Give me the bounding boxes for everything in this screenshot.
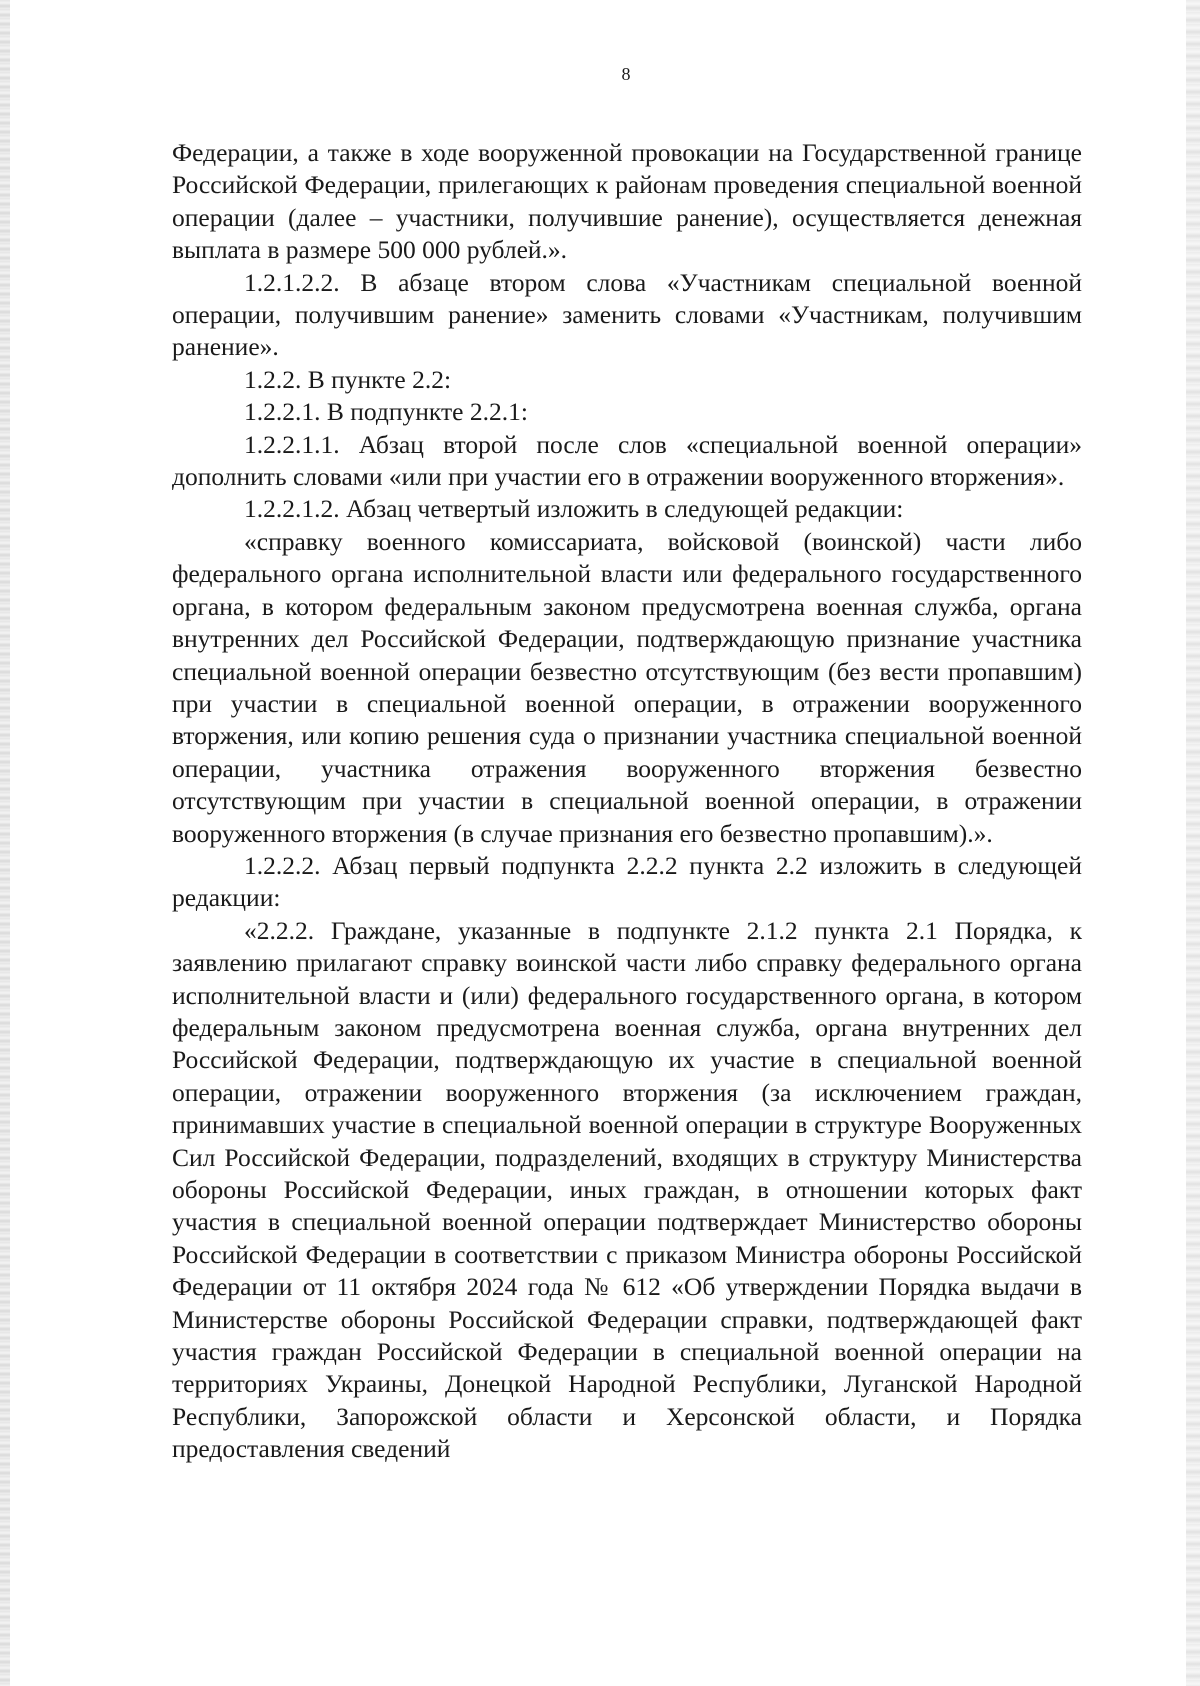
document-body [172, 137, 1082, 1466]
scan-edge-right [1186, 0, 1200, 1686]
page-number: 8 [621, 64, 631, 84]
paragraph-1-2-2-1: 1.2.2.1. В подпункте 2.2.1: [244, 397, 528, 427]
paragraph-1-2-1-2-2: 1.2.1.2.2. В абзаце втором слова «Участникам специальной военной операции, получившим ранение» заменить словами «Участникам, получившим ранение». [172, 267, 1082, 362]
paragraph-1-2-2-1-1: 1.2.2.1.1. Абзац второй после слов «специальной военной операции» дополнить словами «или при участии его в отражении вооруженного вторжения». [172, 429, 1082, 492]
paragraph-1-2-2-2: 1.2.2.2. Абзац первый подпункта 2.2.2 пункта 2.2 изложить в следующей редакции: [172, 850, 1082, 913]
quoted-paragraph-certificate: «справку военного комиссариата, войсковой (воинской) части либо федерального органа исполнительной власти или федерального государственного органа, в котором федеральным законом предусмотрена военная служба, органа внутренних дел Российской Федерации, подтверждающую признание участника специальной военной операции безвестно отсутствующим (без вести пропавшим) при участии в специальной военной операции, в отражении вооруженного вторжения, или копию решения суда о признании участника специальной военной операции, участника отражения вооруженного вторжения безвестно отсутствующим при участии в специальной военной операции, в отражении вооруженного вторжения (в случае признания его безвестно пропавшим).». [172, 526, 1082, 848]
scan-edge-left [0, 0, 10, 1686]
quoted-paragraph-2-2-2: «2.2.2. Граждане, указанные в подпункте 2.1.2 пункта 2.1 Порядка, к заявлению прилагают справку воинской части либо справку федерального органа исполнительной власти и (или) федерального государственного органа, в котором федеральным законом предусмотрена военная служба, органа внутренних дел Российской Федерации, подтверждающую их участие в специальной военной операции, отражении вооруженного вторжения (за исключением граждан, принимавших участие в специальной военной операции в структуре Вооруженных Сил Российской Федерации, подразделений, входящих в структуру Министерства обороны Российской Федерации, иных граждан, в отношении которых факт участия в специальной военной операции подтверждает Министерство обороны Российской Федерации в соответствии с приказом Министра обороны Российской Федерации от 11 октября 2024 года № 612 «Об утверждении Порядка выдачи в Министерстве обороны Российской Федерации справки, подтверждающей факт участия граждан Российской Федерации в специальной военной операции на территориях Украины, Донецкой Народной Республики, Луганской Народной Республики, Запорожской области и Херсонской области, и Порядка предоставления сведений [172, 915, 1082, 1464]
paragraph-1-2-2: 1.2.2. В пункте 2.2: [244, 364, 452, 394]
paragraph-continuation: Федерации, а также в ходе вооруженной провокации на Государственной границе Российской Федерации, прилегающих к районам проведения специальной военной операции (далее – участники, получившие ранение), осуществляется денежная выплата в размере 500 000 рублей.». [172, 138, 1082, 265]
paragraph-1-2-2-1-2: 1.2.2.1.2. Абзац четвертый изложить в следующей редакции: [244, 494, 904, 524]
